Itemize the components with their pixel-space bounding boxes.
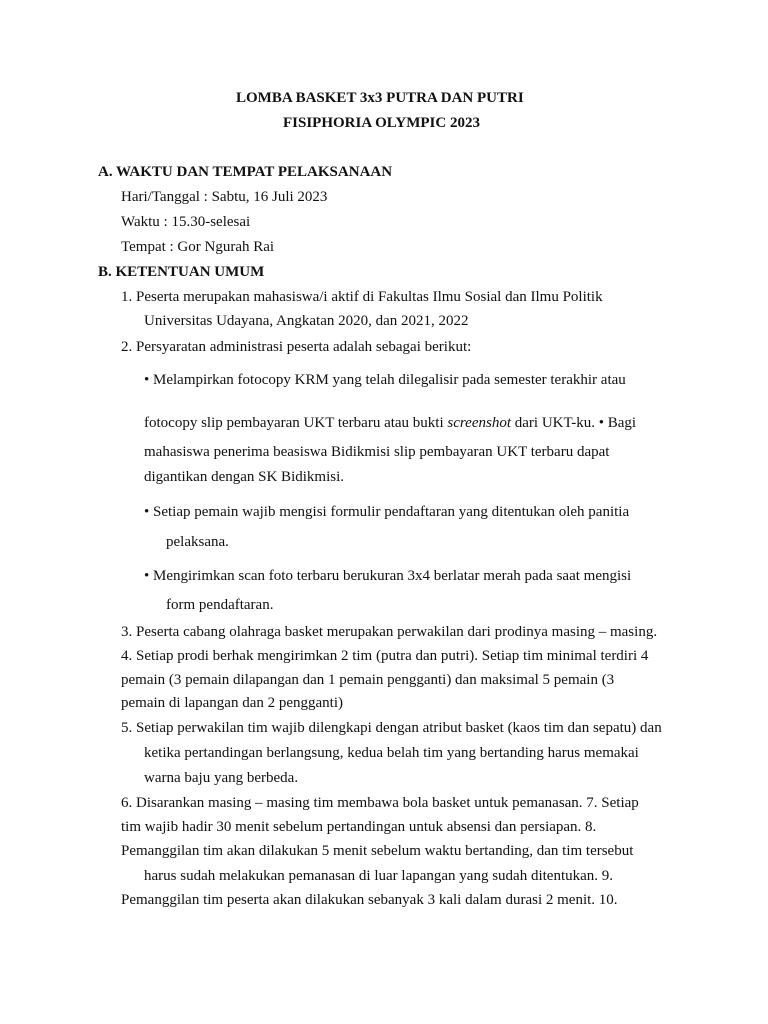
section-a-hari: Hari/Tanggal : Sabtu, 16 Juli 2023 <box>121 189 328 205</box>
bullet-1-line-4: digantikan dengan SK Bidikmisi. <box>144 469 344 485</box>
section-a-waktu: Waktu : 15.30-selesai <box>121 214 251 230</box>
item-4-line-1: 4. Setiap prodi berhak mengirimkan 2 tim (putra dan putri). Setiap tim minimal terdiri 4 <box>121 648 649 664</box>
section-a-tempat: Tempat : Gor Ngurah Rai <box>121 239 275 255</box>
title-line-2: FISIPHORIA OLYMPIC 2023 <box>283 115 480 131</box>
bullet-1-line-3: mahasiswa penerima beasiswa Bidikmisi slip pembayaran UKT terbaru dapat <box>144 444 610 460</box>
item-6-line-1: 6. Disarankan masing – masing tim membawa bola basket untuk pemanasan. 7. Setiap <box>121 795 639 811</box>
bullet-1-line-2-post: dari UKT-ku. • Bagi <box>511 415 637 431</box>
bullet-1-line-2-pre: fotocopy slip pembayaran UKT terbaru atau bukti <box>144 415 448 431</box>
bullet-2-line-1: • Setiap pemain wajib mengisi formulir pendaftaran yang ditentukan oleh panitia <box>144 504 630 520</box>
bullet-1-line-2-italic: screenshot <box>447 415 511 431</box>
item-4-line-2: pemain (3 pemain dilapangan dan 1 pemain pengganti) dan maksimal 5 pemain (3 <box>121 672 615 688</box>
item-1-line-1: 1. Peserta merupakan mahasiswa/i aktif di Fakultas Ilmu Sosial dan Ilmu Politik <box>121 289 603 305</box>
item-3: 3. Peserta cabang olahraga basket merupakan perwakilan dari prodinya masing – masing. <box>121 624 658 640</box>
item-2: 2. Persyaratan administrasi peserta adalah sebagai berikut: <box>121 339 472 355</box>
item-6-line-3: Pemanggilan tim akan dilakukan 5 menit sebelum waktu bertanding, dan tim tersebut <box>121 843 634 859</box>
item-5-line-3: warna baju yang berbeda. <box>144 770 299 786</box>
section-a-heading: A. WAKTU DAN TEMPAT PELAKSANAAN <box>98 164 393 180</box>
item-4-line-3: pemain di lapangan dan 2 pengganti) <box>121 695 344 711</box>
item-1-line-2: Universitas Udayana, Angkatan 2020, dan 2021, 2022 <box>144 313 469 329</box>
bullet-2-line-2: pelaksana. <box>166 534 229 550</box>
bullet-1-line-1: • Melampirkan fotocopy KRM yang telah dilegalisir pada semester terakhir atau <box>144 372 626 388</box>
item-6-line-4: harus sudah melakukan pemanasan di luar lapangan yang sudah ditentukan. 9. <box>144 868 614 884</box>
title-line-1: LOMBA BASKET 3x3 PUTRA DAN PUTRI <box>236 90 524 106</box>
bullet-3-line-2: form pendaftaran. <box>166 597 274 613</box>
item-5-line-1: 5. Setiap perwakilan tim wajib dilengkapi dengan atribut basket (kaos tim dan sepatu) dan <box>121 720 662 736</box>
section-b-heading: B. KETENTUAN UMUM <box>98 264 265 280</box>
bullet-3-line-1: • Mengirimkan scan foto terbaru berukuran 3x4 berlatar merah pada saat mengisi <box>144 568 632 584</box>
item-6-line-2: tim wajib hadir 30 menit sebelum pertandingan untuk absensi dan persiapan. 8. <box>121 819 597 835</box>
bullet-1-line-2 <box>144 413 636 433</box>
item-6-line-5: Pemanggilan tim peserta akan dilakukan sebanyak 3 kali dalam durasi 2 menit. 10. <box>121 892 618 908</box>
item-5-line-2: ketika pertandingan berlangsung, kedua belah tim yang bertanding harus memakai <box>144 745 639 761</box>
